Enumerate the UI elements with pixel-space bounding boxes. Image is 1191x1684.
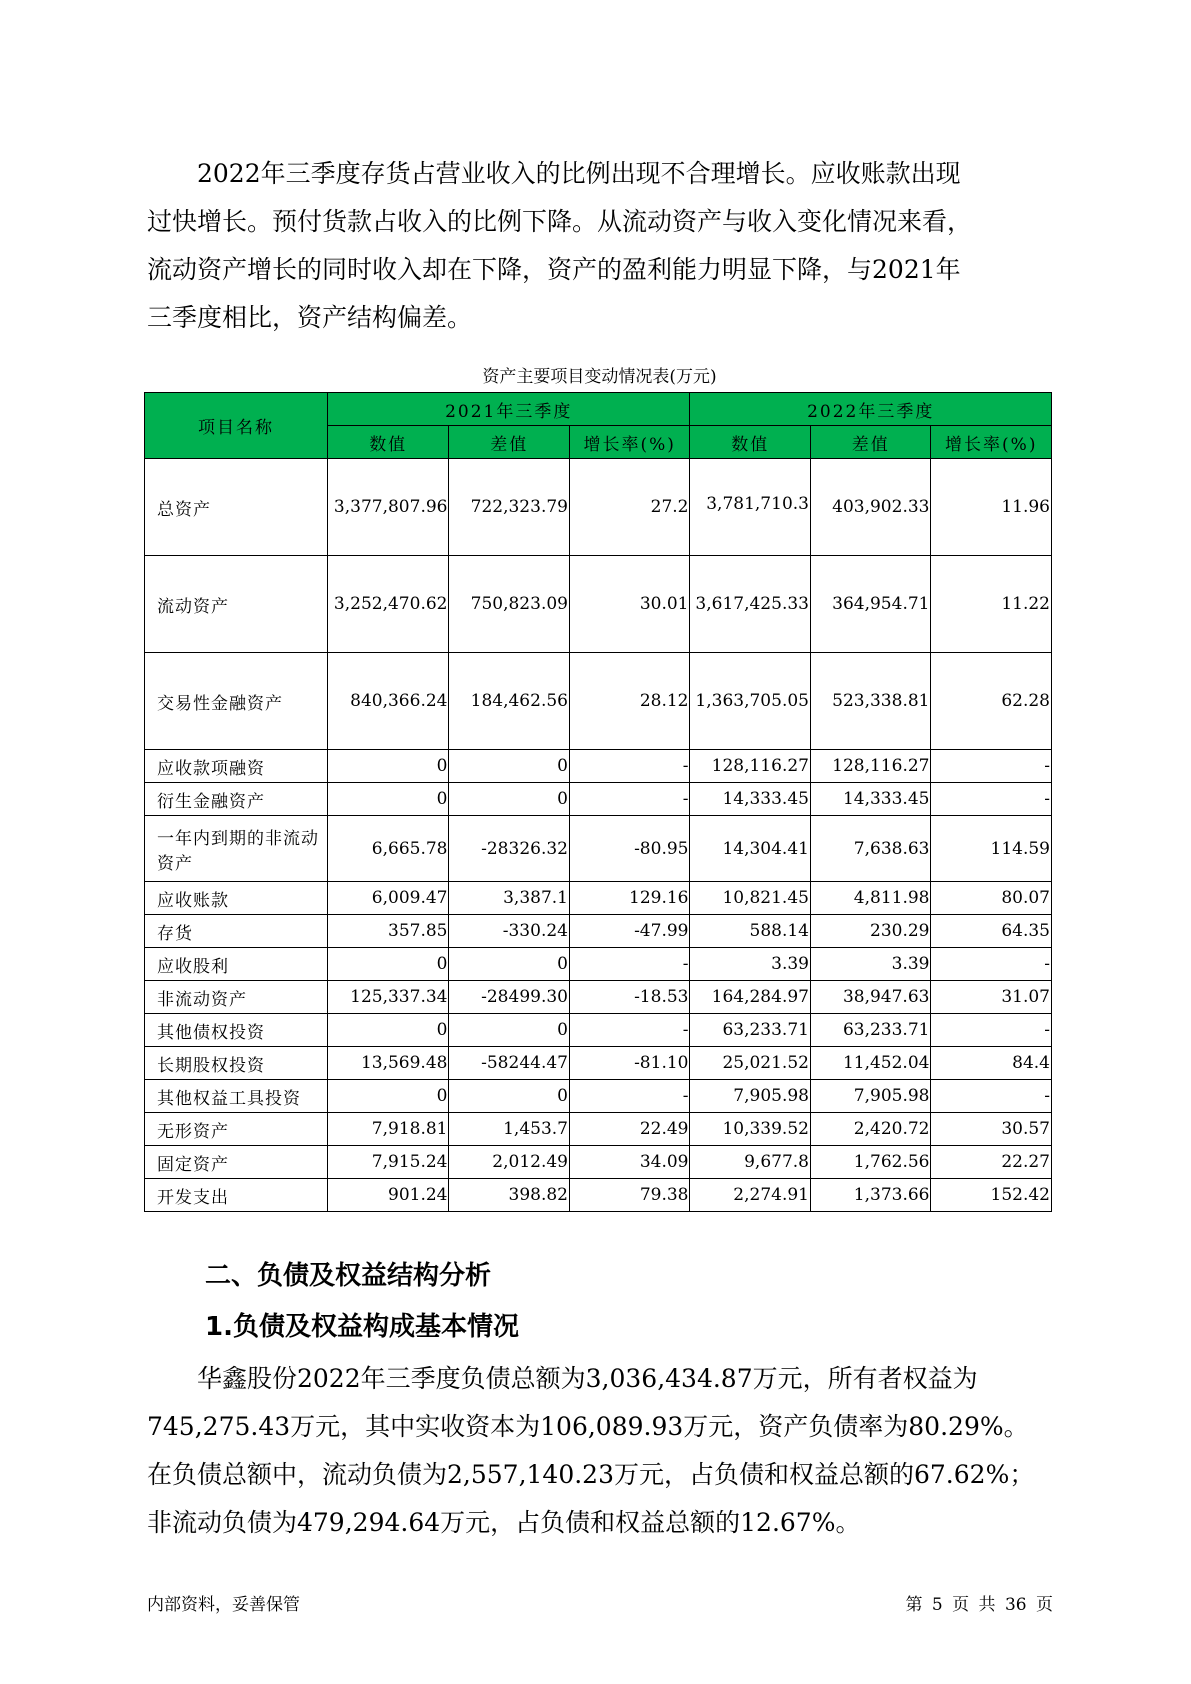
column-header-growth-2021: 增长率(%) bbox=[569, 426, 690, 459]
table-cell: 114.59 bbox=[931, 816, 1052, 882]
table-cell: 7,918.81 bbox=[327, 1113, 449, 1146]
row-label: 开发支出 bbox=[145, 1179, 328, 1212]
row-label: 长期股权投资 bbox=[145, 1047, 328, 1080]
row-label: 交易性金融资产 bbox=[145, 653, 328, 750]
row-label: 其他权益工具投资 bbox=[145, 1080, 328, 1113]
table-cell: 3,387.1 bbox=[449, 882, 570, 915]
text-line: 745,275.43万元，其中实收资本为106,089.93万元，资产负债率为80.29%。 bbox=[147, 1412, 1029, 1441]
table-cell: 11.96 bbox=[931, 459, 1052, 556]
table-cell: 0 bbox=[449, 948, 570, 981]
text-line: 非流动负债为479,294.64万元，占负债和权益总额的12.67%。 bbox=[147, 1508, 861, 1537]
table-cell: 14,333.45 bbox=[690, 783, 811, 816]
table-cell: 0 bbox=[327, 783, 449, 816]
table-row bbox=[145, 1080, 1052, 1113]
table-cell: 7,638.63 bbox=[810, 816, 931, 882]
table-cell: 22.49 bbox=[569, 1113, 690, 1146]
text-line: 2022年三季度存货占营业收入的比例出现不合理增长。应收账款出现 bbox=[197, 159, 961, 188]
table-cell: 11.22 bbox=[931, 556, 1052, 653]
row-label: 应收款项融资 bbox=[145, 750, 328, 783]
table-cell: 230.29 bbox=[810, 915, 931, 948]
table-cell: 6,009.47 bbox=[327, 882, 449, 915]
table-cell: 128,116.27 bbox=[690, 750, 811, 783]
table-cell: - bbox=[931, 750, 1052, 783]
table-cell: 2,274.91 bbox=[690, 1179, 811, 1212]
table-cell: 3,781,710.3 bbox=[690, 459, 811, 556]
table-cell: 0 bbox=[327, 750, 449, 783]
asset-change-table bbox=[144, 392, 1052, 1212]
row-label: 存货 bbox=[145, 915, 328, 948]
table-cell: 62.28 bbox=[931, 653, 1052, 750]
table-cell: 357.85 bbox=[327, 915, 449, 948]
table-cell: 523,338.81 bbox=[810, 653, 931, 750]
row-label: 流动资产 bbox=[145, 556, 328, 653]
table-cell: 3.39 bbox=[690, 948, 811, 981]
table-row bbox=[145, 653, 1052, 750]
column-header-diff-2021: 差值 bbox=[449, 426, 570, 459]
table-cell: 1,373.66 bbox=[810, 1179, 931, 1212]
text-line: 过快增长。预付货款占收入的比例下降。从流动资产与收入变化情况来看， bbox=[147, 207, 973, 236]
row-label: 非流动资产 bbox=[145, 981, 328, 1014]
table-cell: 3.39 bbox=[810, 948, 931, 981]
table-cell: 1,453.7 bbox=[449, 1113, 570, 1146]
table-cell: 2,012.49 bbox=[449, 1146, 570, 1179]
table-cell: -80.95 bbox=[569, 816, 690, 882]
table-cell: 63,233.71 bbox=[810, 1014, 931, 1047]
table-cell: 14,304.41 bbox=[690, 816, 811, 882]
table-row bbox=[145, 556, 1052, 653]
liability-paragraph bbox=[147, 1355, 1047, 1547]
table-cell: 38,947.63 bbox=[810, 981, 931, 1014]
table-cell: 22.27 bbox=[931, 1146, 1052, 1179]
table-cell: 0 bbox=[449, 783, 570, 816]
table-row bbox=[145, 981, 1052, 1014]
table-row bbox=[145, 882, 1052, 915]
table-cell: 84.4 bbox=[931, 1047, 1052, 1080]
table-cell: 364,954.71 bbox=[810, 556, 931, 653]
table-cell: 1,762.56 bbox=[810, 1146, 931, 1179]
table-cell: -330.24 bbox=[449, 915, 570, 948]
table-cell: 25,021.52 bbox=[690, 1047, 811, 1080]
table-row bbox=[145, 1113, 1052, 1146]
table-cell: 64.35 bbox=[931, 915, 1052, 948]
table-row bbox=[145, 1014, 1052, 1047]
section-heading: 二、负债及权益结构分析 bbox=[205, 1261, 492, 1291]
table-cell: 31.07 bbox=[931, 981, 1052, 1014]
table-cell: 750,823.09 bbox=[449, 556, 570, 653]
table-cell: 0 bbox=[449, 1080, 570, 1113]
subsection-heading: 1.负债及权益构成基本情况 bbox=[205, 1312, 519, 1342]
table-cell: 164,284.97 bbox=[690, 981, 811, 1014]
table-cell: 0 bbox=[449, 750, 570, 783]
text-line: 华鑫股份2022年三季度负债总额为3,036,434.87万元，所有者权益为 bbox=[197, 1364, 978, 1393]
table-cell: 63,233.71 bbox=[690, 1014, 811, 1047]
table-cell: - bbox=[931, 1080, 1052, 1113]
table-cell: 80.07 bbox=[931, 882, 1052, 915]
table-cell: - bbox=[931, 1014, 1052, 1047]
table-cell: 14,333.45 bbox=[810, 783, 931, 816]
table-cell: - bbox=[931, 783, 1052, 816]
table-row bbox=[145, 948, 1052, 981]
row-label: 应收股利 bbox=[145, 948, 328, 981]
row-label: 其他债权投资 bbox=[145, 1014, 328, 1047]
table-cell: 152.42 bbox=[931, 1179, 1052, 1212]
table-cell: 7,915.24 bbox=[327, 1146, 449, 1179]
table-cell: - bbox=[569, 750, 690, 783]
row-label: 一年内到期的非流动资产 bbox=[145, 816, 328, 882]
table-cell: -81.10 bbox=[569, 1047, 690, 1080]
table-row bbox=[145, 1179, 1052, 1212]
table-cell: - bbox=[569, 948, 690, 981]
table-cell: 3,377,807.96 bbox=[327, 459, 449, 556]
table-cell: 398.82 bbox=[449, 1179, 570, 1212]
intro-paragraph bbox=[147, 150, 1047, 342]
table-cell: 588.14 bbox=[690, 915, 811, 948]
table-cell: -58244.47 bbox=[449, 1047, 570, 1080]
table-cell: 184,462.56 bbox=[449, 653, 570, 750]
table-cell: 30.01 bbox=[569, 556, 690, 653]
table-cell: 6,665.78 bbox=[327, 816, 449, 882]
table-cell: 11,452.04 bbox=[810, 1047, 931, 1080]
table-cell: 0 bbox=[327, 1014, 449, 1047]
table-cell: 840,366.24 bbox=[327, 653, 449, 750]
row-label: 应收账款 bbox=[145, 882, 328, 915]
table-cell: -28326.32 bbox=[449, 816, 570, 882]
text-line: 三季度相比，资产结构偏差。 bbox=[147, 303, 473, 332]
table-cell: 34.09 bbox=[569, 1146, 690, 1179]
table-cell: 10,821.45 bbox=[690, 882, 811, 915]
page-number: 第 5 页 共 36 页 bbox=[905, 1595, 1053, 1615]
column-header-item: 项目名称 bbox=[145, 393, 328, 459]
table-caption: 资产主要项目变动情况表(万元) bbox=[482, 367, 717, 387]
table-cell: 0 bbox=[327, 1080, 449, 1113]
table-cell: - bbox=[569, 1080, 690, 1113]
table-cell: - bbox=[569, 1014, 690, 1047]
table-cell: 28.12 bbox=[569, 653, 690, 750]
table-cell: 1,363,705.05 bbox=[690, 653, 811, 750]
text-line: 流动资产增长的同时收入却在下降，资产的盈利能力明显下降，与2021年 bbox=[147, 255, 961, 284]
column-group-2022: 2022年三季度 bbox=[690, 393, 1052, 426]
column-header-value-2021: 数值 bbox=[327, 426, 449, 459]
table-cell: 3,617,425.33 bbox=[690, 556, 811, 653]
row-label: 衍生金融资产 bbox=[145, 783, 328, 816]
table-cell: 9,677.8 bbox=[690, 1146, 811, 1179]
table-cell: 3,252,470.62 bbox=[327, 556, 449, 653]
table-cell: 901.24 bbox=[327, 1179, 449, 1212]
table-cell: -28499.30 bbox=[449, 981, 570, 1014]
table-row bbox=[145, 750, 1052, 783]
table-row bbox=[145, 1047, 1052, 1080]
column-header-growth-2022: 增长率(%) bbox=[931, 426, 1052, 459]
table-cell: -47.99 bbox=[569, 915, 690, 948]
table-cell: 7,905.98 bbox=[810, 1080, 931, 1113]
table-cell: 0 bbox=[449, 1014, 570, 1047]
table-cell: 2,420.72 bbox=[810, 1113, 931, 1146]
table-cell: 4,811.98 bbox=[810, 882, 931, 915]
table-cell: 27.2 bbox=[569, 459, 690, 556]
column-header-value-2022: 数值 bbox=[690, 426, 811, 459]
table-cell: - bbox=[931, 948, 1052, 981]
table-cell: 722,323.79 bbox=[449, 459, 570, 556]
table-row bbox=[145, 1146, 1052, 1179]
table-row bbox=[145, 459, 1052, 556]
row-label: 总资产 bbox=[145, 459, 328, 556]
column-group-2021: 2021年三季度 bbox=[327, 393, 690, 426]
footer-confidential-note: 内部资料，妥善保管 bbox=[147, 1595, 300, 1615]
table-cell: 0 bbox=[327, 948, 449, 981]
table-cell: 13,569.48 bbox=[327, 1047, 449, 1080]
table-cell: 10,339.52 bbox=[690, 1113, 811, 1146]
table-cell: 128,116.27 bbox=[810, 750, 931, 783]
column-header-diff-2022: 差值 bbox=[810, 426, 931, 459]
row-label: 固定资产 bbox=[145, 1146, 328, 1179]
table-cell: - bbox=[569, 783, 690, 816]
table-cell: 129.16 bbox=[569, 882, 690, 915]
table-cell: 30.57 bbox=[931, 1113, 1052, 1146]
table-row bbox=[145, 783, 1052, 816]
text-line: 在负债总额中，流动负债为2,557,140.23万元，占负债和权益总额的67.62%； bbox=[147, 1460, 1035, 1489]
table-row bbox=[145, 915, 1052, 948]
table-cell: -18.53 bbox=[569, 981, 690, 1014]
table-row bbox=[145, 816, 1052, 882]
table-cell: 403,902.33 bbox=[810, 459, 931, 556]
table-cell: 7,905.98 bbox=[690, 1080, 811, 1113]
table-cell: 125,337.34 bbox=[327, 981, 449, 1014]
row-label: 无形资产 bbox=[145, 1113, 328, 1146]
table-cell: 79.38 bbox=[569, 1179, 690, 1212]
